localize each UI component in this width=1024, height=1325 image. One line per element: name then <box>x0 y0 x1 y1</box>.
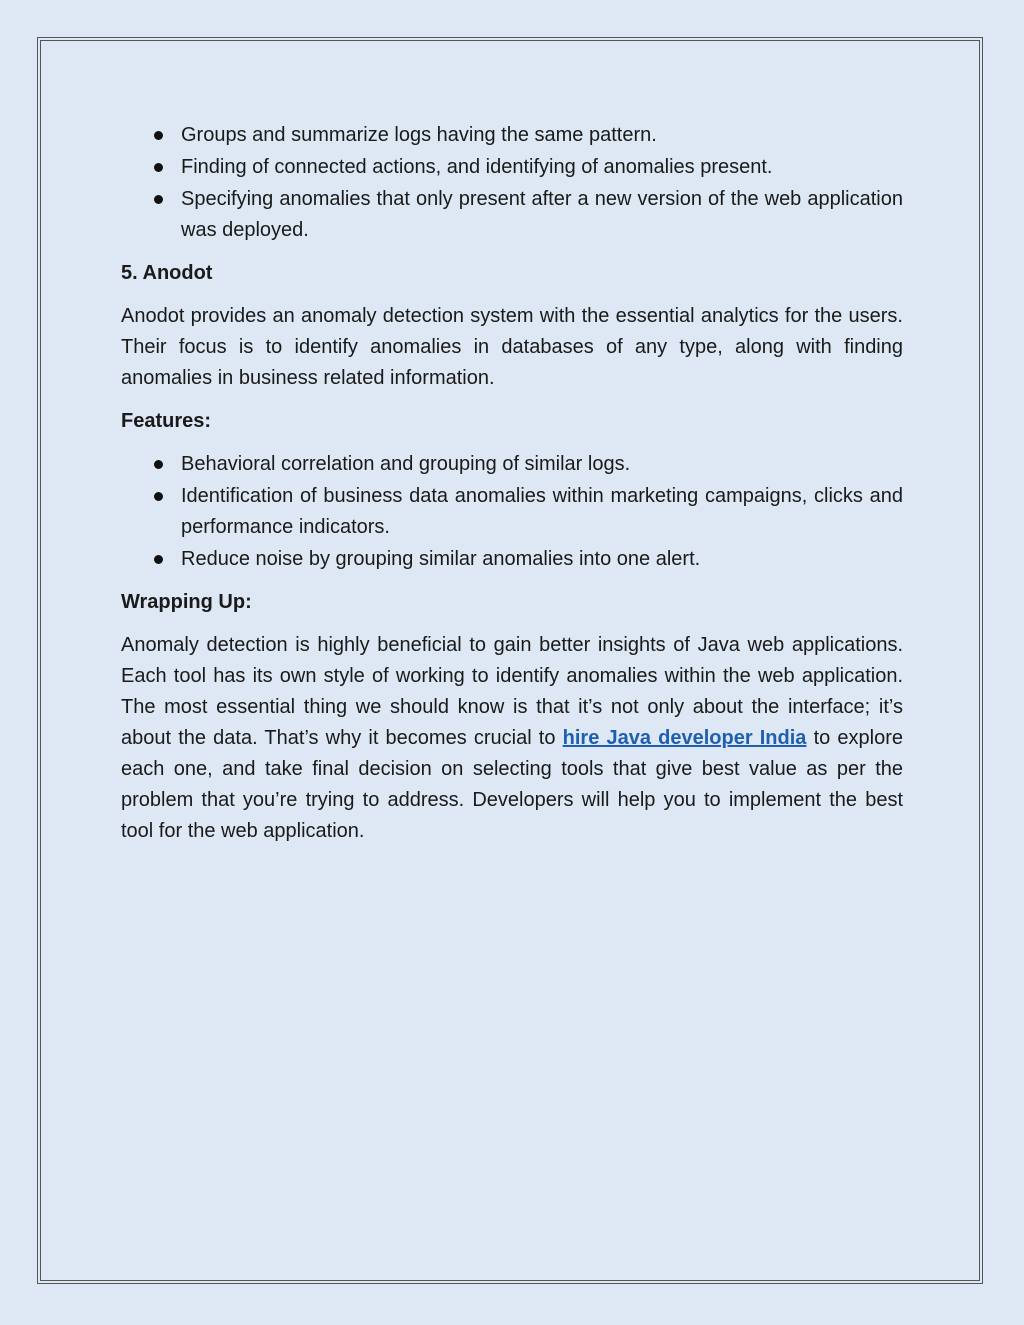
bullet-icon <box>154 163 163 172</box>
list-item: Finding of connected actions, and identifying of anomalies present. <box>121 152 903 183</box>
list-item: Specifying anomalies that only present after a new version of the web application was deployed. <box>121 184 903 246</box>
list-item: Reduce noise by grouping similar anomalies into one alert. <box>121 544 903 575</box>
bullet-icon <box>154 131 163 140</box>
list-item: Behavioral correlation and grouping of similar logs. <box>121 449 903 480</box>
hire-java-developer-link[interactable]: hire Java developer India <box>562 727 807 749</box>
list-item: Groups and summarize logs having the same pattern. <box>121 120 903 151</box>
document-content <box>121 120 903 859</box>
bullet-icon <box>154 195 163 204</box>
list-item: Identification of business data anomalies within marketing campaigns, clicks and performance indicators. <box>121 481 903 543</box>
features-list <box>121 449 903 575</box>
anodot-paragraph: Anodot provides an anomaly detection system with the essential analytics for the users. Their focus is to identify anomalies in databases of any type, along with finding anomalies in business related information. <box>121 305 903 389</box>
features-heading: Features: <box>121 410 212 432</box>
feature-list-top <box>121 120 903 246</box>
section-heading-anodot: 5. Anodot <box>121 262 213 284</box>
bullet-icon <box>154 492 163 501</box>
wrapping-up-paragraph: Anomaly detection is highly beneficial to gain better insights of Java web applications. Each tool has its own style of working to identify anomalies within the web application. The most essential thing we should know is that it’s not only about the interface; it’s about the data. That’s why it becomes crucial to hire Java developer India to explore each one, and take final decision on selecting tools that give best value as per the problem that you’re trying to address. Developers will help you to implement the best tool for the web application. <box>121 634 904 842</box>
bullet-icon <box>154 555 163 564</box>
bullet-icon <box>154 460 163 469</box>
wrapping-up-heading: Wrapping Up: <box>121 591 252 613</box>
